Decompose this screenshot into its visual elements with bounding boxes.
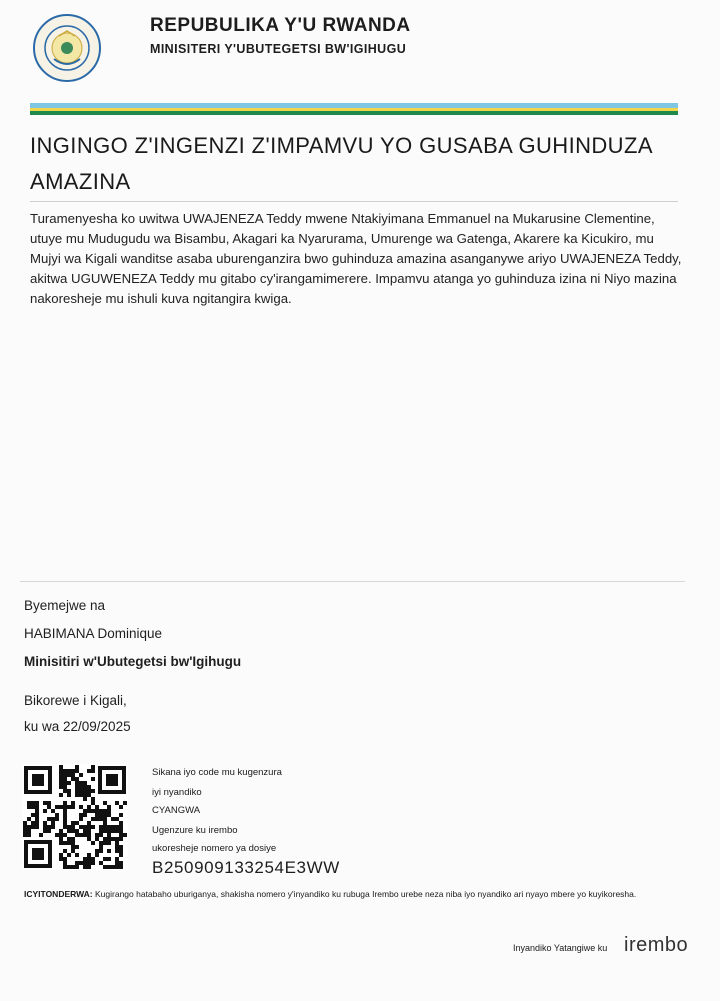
issued-by-label: Inyandiko Yatangiwe ku [513,943,608,953]
rwanda-coat-of-arms-icon [33,14,101,82]
issue-date: ku wa 22/09/2025 [24,719,131,734]
document-reference-number: B250909133254E3WW [152,858,340,877]
document-body: Turamenyesha ko uwitwa UWAJENEZA Teddy mwene Ntakiyimana Emmanuel na Mukarusine Clementine, utuye mu Mudugudu wa Bisambu, Akagari ka Nyarurama, Umurenge wa Gatenga, Akarere ka Kicukiro, mu Mujyi wa Kigali wanditse asaba uburenganzira bwo guhinduza amazina asanganywe ariyo UWAJENEZA Teddy, akitwa UGUWENEZA Teddy mu gitabo cy'irangamimerere. Impamvu atanga yo guhinduza izina ni Niyo mazina nakoresheje mu ishuli kuva ngitangira kwiga. [30,211,682,306]
approver-title: Minisitiri w'Ubutegetsi bw'Igihugu [24,654,242,669]
verify-instruction-4: ukoresheje nomero ya dosiye [152,843,277,854]
verify-instruction-or: CYANGWA [152,805,201,816]
irembo-logo: irembo [624,934,689,956]
approver-name: HABIMANA Dominique [24,626,163,641]
verify-instruction-1: Sikana iyo code mu kugenzura [152,767,282,778]
country-name: REPUBULIKA Y'U RWANDA [150,15,411,36]
warning-label: ICYITONDERWA: [24,889,93,899]
issue-place: Bikorewe i Kigali, [24,693,127,708]
warning-notice [24,887,674,902]
divider [20,581,685,582]
document-title: INGINGO Z'INGENZI Z'IMPAMVU YO GUSABA GUHINDUZA AMAZINA [30,133,652,194]
qr-code-icon [22,764,128,870]
verify-instruction-2: iyi nyandiko [152,787,202,798]
warning-text: Kugirango hatabaho uburiganya, shakisha nomero y'inyandiko ku rubuga Irembo urebe neza niba iyo nyandiko ari nyayo mbere yo kuyikoresha. [92,889,637,899]
approved-by-label: Byemejwe na [24,598,106,613]
ministry-name: MINISITERI Y'UBUTEGETSI BW'IGIHUGU [150,42,407,56]
flag-color-bar [30,103,678,115]
divider [30,201,678,202]
verify-instruction-3: Ugenzure ku irembo [152,825,238,836]
